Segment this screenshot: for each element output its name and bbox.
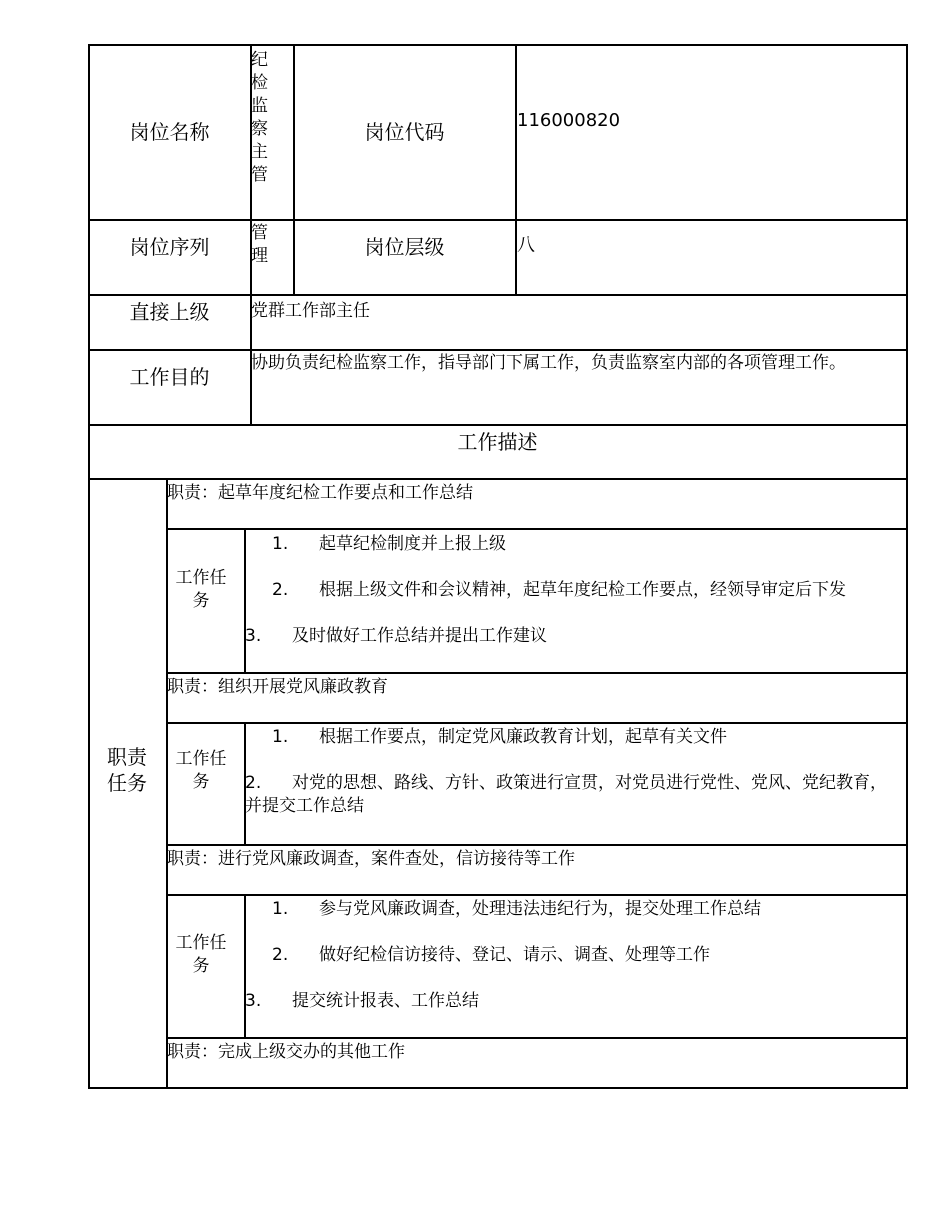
grid-line	[88, 478, 907, 480]
grid-line	[244, 894, 246, 1038]
duty-title: 职责：起草年度纪检工作要点和工作总结	[167, 483, 473, 503]
post-name-label: 岗位名称	[129, 120, 210, 144]
duty-title: 职责：组织开展党风廉政教育	[167, 677, 388, 697]
task-text: 根据上级文件和会议精神，起草年度纪检工作要点，经领导审定后下发	[319, 580, 846, 600]
grid-line	[166, 672, 907, 674]
task-item	[272, 944, 710, 966]
grid-line	[166, 478, 168, 1088]
task-item	[272, 579, 846, 601]
superior-label: 直接上级	[129, 300, 210, 324]
grid-line	[244, 528, 246, 673]
task-number: 2.	[272, 580, 289, 600]
task-number: 1.	[272, 534, 289, 554]
task-number: 2.	[272, 945, 289, 965]
duties-label: 职责任务	[107, 745, 147, 795]
task-label: 工作任务	[175, 749, 227, 792]
task-item	[245, 990, 479, 1012]
task-text: 起草纪检制度并上报上级	[319, 534, 506, 554]
duty-title: 职责：进行党风廉政调查，案件查处，信访接待等工作	[167, 849, 575, 869]
task-text: 参与党风廉政调查，处理违法违纪行为，提交处理工作总结	[319, 899, 761, 919]
duty-title: 职责：完成上级交办的其他工作	[167, 1042, 405, 1062]
grid-line	[166, 894, 907, 896]
purpose-value: 协助负责纪检监察工作，指导部门下属工作，负责监察室内部的各项管理工作。	[251, 353, 846, 373]
description-header: 工作描述	[457, 430, 538, 454]
grid-line	[166, 528, 907, 530]
task-number: 2.	[245, 773, 262, 793]
grid-line	[166, 1037, 907, 1039]
task-item	[272, 533, 506, 555]
task-number: 3.	[245, 991, 262, 1011]
task-text: 提交统计报表、工作总结	[292, 991, 479, 1011]
grid-line	[166, 844, 907, 846]
task-number: 1.	[272, 899, 289, 919]
task-item	[245, 625, 547, 647]
post-level-label: 岗位层级	[364, 235, 445, 259]
post-code-label: 岗位代码	[364, 120, 445, 144]
task-item	[272, 898, 761, 920]
task-number: 3.	[245, 626, 262, 646]
task-item	[272, 726, 727, 748]
task-text: 根据工作要点，制定党风廉政教育计划，起草有关文件	[319, 727, 727, 747]
post-code-value: 116000820	[517, 110, 621, 131]
grid-line	[166, 722, 907, 724]
superior-value: 党群工作部主任	[251, 301, 370, 321]
task-item	[245, 772, 895, 818]
post-sequence-label: 岗位序列	[129, 235, 210, 259]
post-level-value: 八	[517, 235, 535, 256]
task-text: 及时做好工作总结并提出工作建议	[292, 626, 547, 646]
post-name-value: 纪检监察主管	[251, 50, 268, 185]
task-label: 工作任务	[175, 568, 227, 611]
task-text: 做好纪检信访接待、登记、请示、调查、处理等工作	[319, 945, 710, 965]
task-label: 工作任务	[175, 933, 227, 976]
task-text: 对党的思想、路线、方针、政策进行宣贯，对党员进行党性、党风、党纪教育，并提交工作总结	[245, 773, 887, 816]
purpose-label: 工作目的	[129, 365, 210, 389]
grid-line	[88, 1087, 907, 1089]
post-sequence-value: 管理	[251, 223, 268, 266]
task-number: 1.	[272, 727, 289, 747]
grid-line	[906, 44, 908, 1089]
